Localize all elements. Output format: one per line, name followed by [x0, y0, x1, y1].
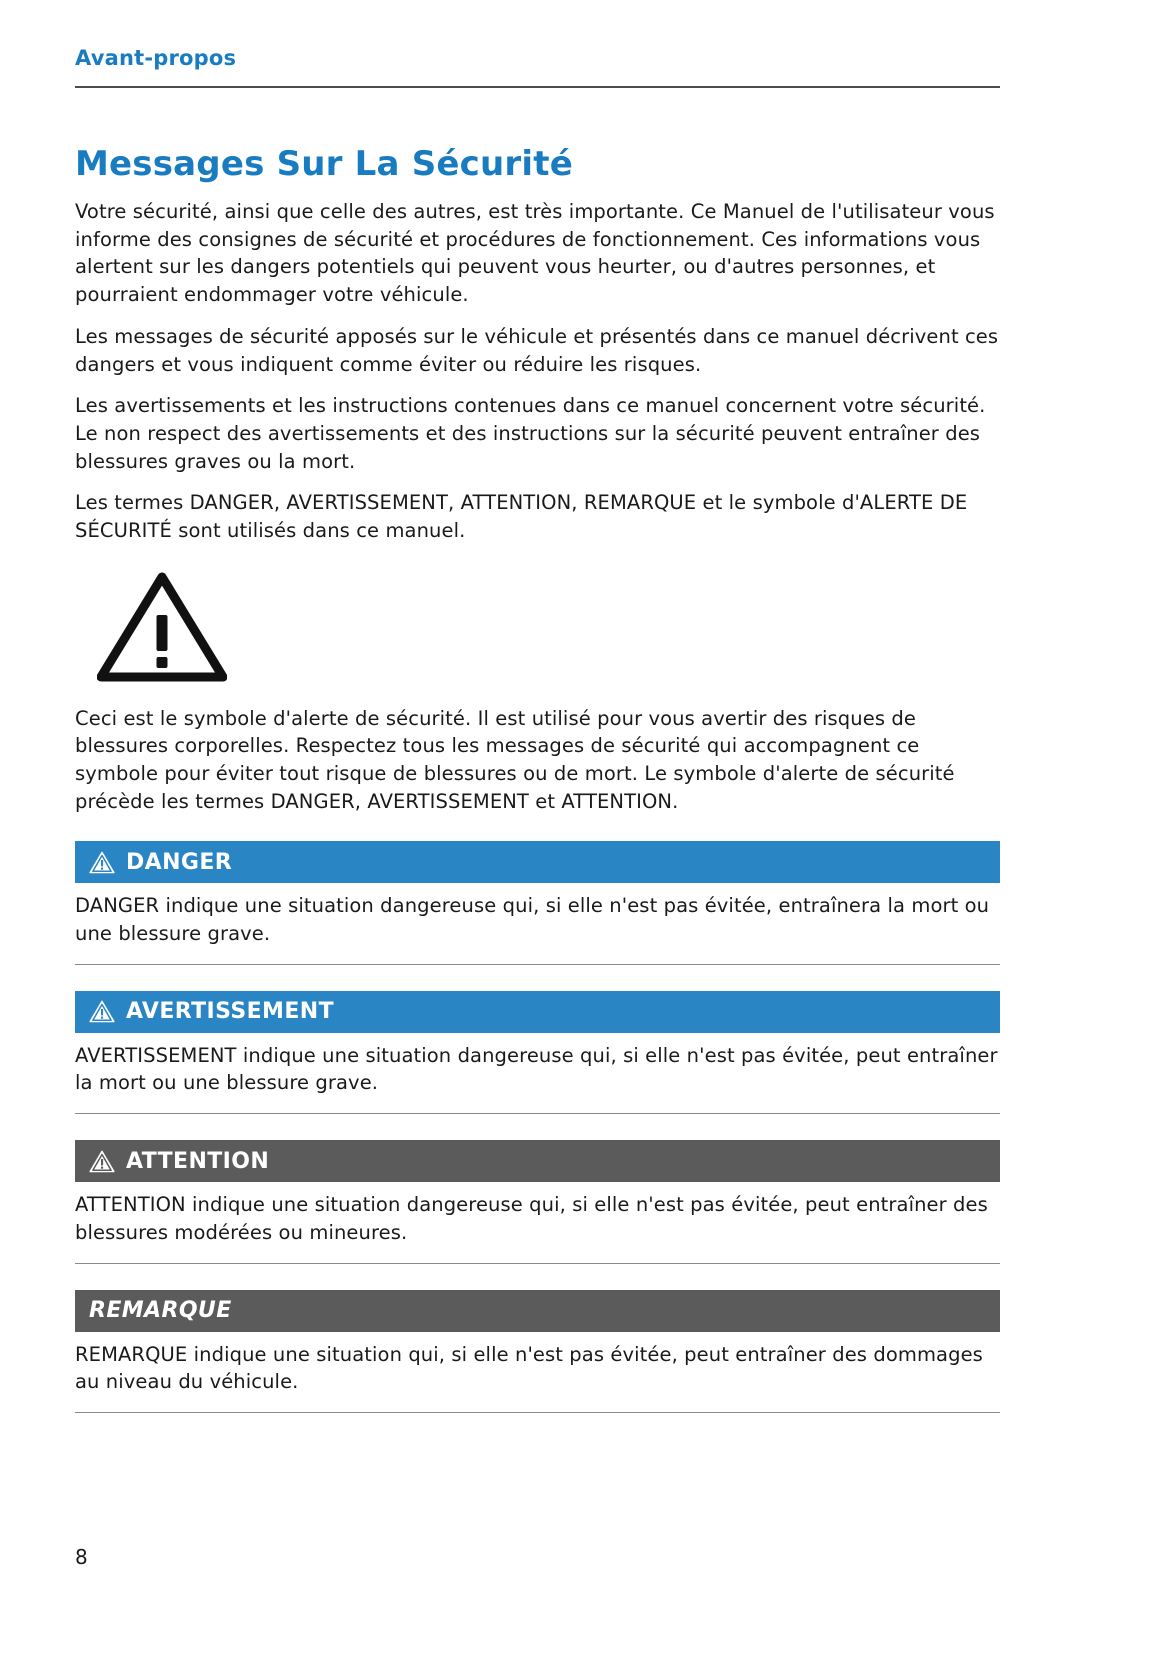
callout-attention-text: ATTENTION indique une situation dangereuse qui, si elle n'est pas évitée, peut entraîner des blessures modérées ou mineures. [75, 1193, 988, 1244]
callout-danger-divider [75, 964, 1000, 965]
callout-avertissement-bar [75, 991, 1000, 1033]
callout-avertissement-text: AVERTISSEMENT indique une situation dangereuse qui, si elle n'est pas évitée, peut entraîner la mort ou une blessure grave. [75, 1043, 998, 1095]
warning-triangle-icon [89, 1150, 115, 1173]
symbol-description: Ceci est le symbole d'alerte de sécurité. Il est utilisé pour vous avertir des risques de blessures corporelles. Respectez tous les messages de sécurité qui accompagnent ce symbole pour éviter tout risque de blessures ou de mort. Le symbole d'alerte de sécurité précède les termes DANGER, AVERTISSEMENT et ATTENTION. [75, 706, 955, 813]
paragraph-1: Votre sécurité, ainsi que celle des autres, est très importante. Ce Manuel de l'utilisateur vous informe des consignes de sécurité et procédures de fonctionnement. Ces informations vous alertent sur les dangers potentiels qui peuvent vous heurter, ou d'autres personnes, et pourraient endommager votre véhicule. [75, 200, 995, 307]
warning-triangle-icon [89, 1000, 115, 1023]
callout-remarque-divider [75, 1412, 1000, 1413]
header-divider [75, 86, 1000, 88]
running-head: Avant-propos [75, 46, 237, 70]
warning-triangle-icon [89, 851, 115, 874]
callout-danger-bar [75, 841, 1000, 883]
page-number: 8 [75, 1545, 88, 1569]
callout-remarque [75, 1290, 1000, 1413]
callout-attention-bar [75, 1140, 1000, 1182]
paragraph-3: Les avertissements et les instructions contenues dans ce manuel concernent votre sécurité. Le non respect des avertissements et des instructions sur la sécurité peuvent entraîner des blessures graves ou la mort. [75, 394, 986, 473]
callout-avertissement-label: AVERTISSEMENT [126, 999, 335, 1025]
callout-attention-label: ATTENTION [126, 1148, 270, 1174]
callout-avertissement-divider [75, 1113, 1000, 1114]
callout-remarque-label: REMARQUE [89, 1298, 232, 1324]
page-content [75, 0, 1000, 1413]
callout-danger-text: DANGER indique une situation dangereuse qui, si elle n'est pas évitée, entraînera la mort ou une blessure grave. [75, 894, 990, 946]
callout-attention-divider [75, 1263, 1000, 1264]
safety-alert-symbol-icon [97, 571, 227, 683]
callout-avertissement [75, 991, 1000, 1114]
callout-danger [75, 841, 1000, 964]
callout-remarque-text: REMARQUE indique une situation qui, si elle n'est pas évitée, peut entraîner des dommages au niveau du véhicule. [75, 1342, 983, 1394]
callout-attention [75, 1140, 1000, 1263]
paragraph-2: Les messages de sécurité apposés sur le véhicule et présentés dans ce manuel décrivent ces dangers et vous indiquent comme éviter ou réduire les risques. [75, 324, 999, 376]
callout-danger-label: DANGER [126, 849, 233, 875]
callout-remarque-bar [75, 1290, 1000, 1332]
page-title: Messages Sur La Sécurité [75, 144, 573, 184]
paragraph-4: Les termes DANGER, AVERTISSEMENT, ATTENTION, REMARQUE et le symbole d'ALERTE DE SÉCURITÉ sont utilisés dans ce manuel. [75, 491, 968, 542]
